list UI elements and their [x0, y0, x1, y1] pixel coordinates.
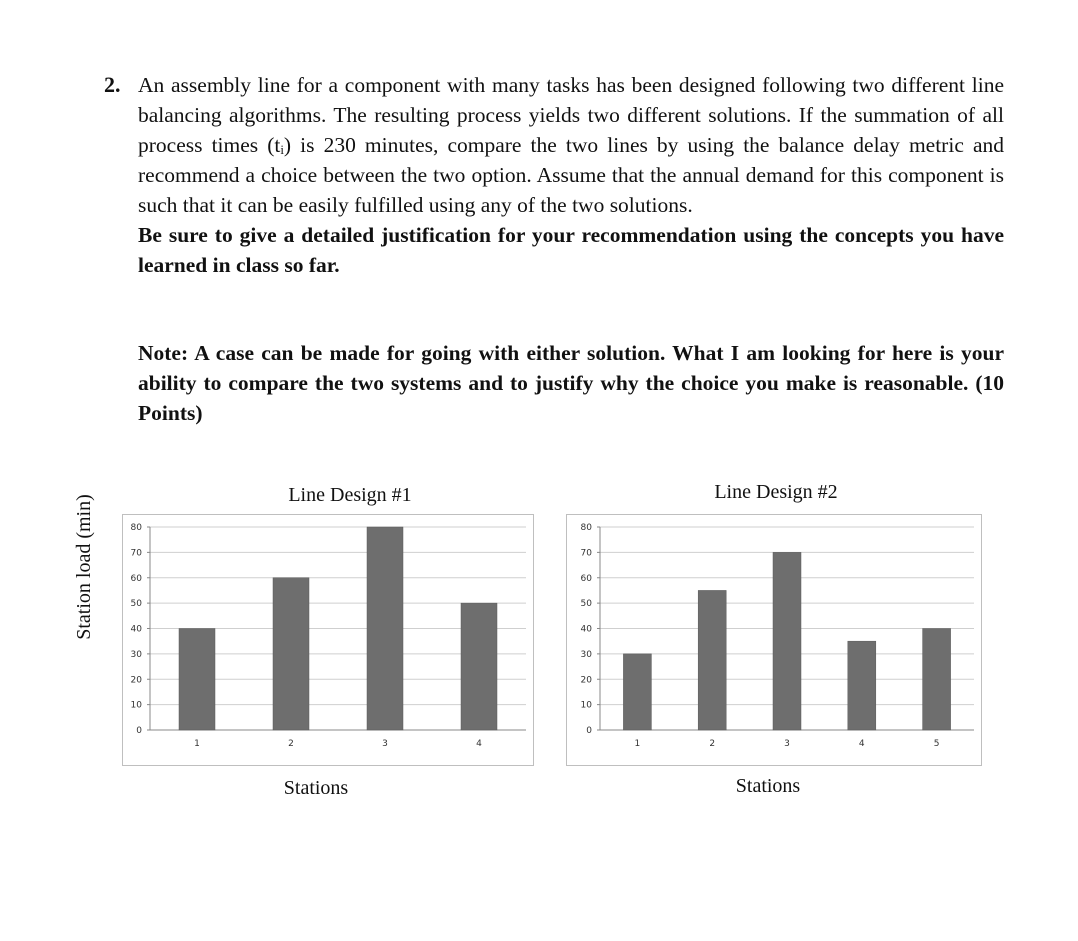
chart2-bar [773, 552, 801, 730]
chart1-title: Line Design #1 [288, 484, 412, 506]
question-paragraph: An assembly line for a component with many tasks has been designed following two different line balancing algorithms. The resulting process yields two different solutions. If the summation of all process times (tᵢ) is 230 minutes, compare the two lines by using the balance delay metric and recommend a choice between the two option. Assume that the annual demand for this component is such that it can be easily fulfilled using any of the two solutions. [138, 73, 1004, 217]
chart1-ytick-label: 10 [130, 700, 142, 711]
chart2-ytick-label: 50 [580, 599, 592, 610]
chart2-bar [623, 654, 651, 730]
question-body [138, 70, 1004, 280]
chart1-ytick-label: 60 [130, 573, 142, 584]
chart2-xtick-label: 1 [634, 739, 641, 749]
chart2-bar [923, 629, 951, 731]
chart1-ytick-label: 30 [130, 649, 142, 660]
chart2-ytick-label: 10 [580, 700, 592, 711]
chart2-ytick-label: 20 [580, 675, 592, 686]
chart2-xtick-label: 2 [709, 739, 716, 749]
chart1-bar [273, 578, 309, 730]
chart2-xtick-label: 4 [858, 739, 865, 749]
chart1-bar [461, 603, 497, 730]
chart1 [122, 514, 534, 766]
chart2-xtick-label: 3 [784, 739, 790, 749]
chart1-ytick-label: 70 [130, 548, 142, 559]
question-instruction: Be sure to give a detailed justification for your recommendation using the concepts you have learned in class so far. [138, 223, 1004, 277]
chart1-xtick-label: 3 [382, 739, 388, 749]
chart2-ytick-label: 80 [580, 523, 592, 533]
chart1-bar [179, 629, 215, 731]
chart2-title: Line Design #2 [714, 481, 838, 503]
chart1-bar [367, 527, 403, 730]
chart1-ytick-label: 20 [130, 675, 142, 686]
chart1-xtick-label: 4 [476, 739, 482, 749]
chart2-ytick-label: 0 [586, 726, 592, 736]
y-axis-label: Station load (min) [73, 494, 95, 640]
chart1-xtick-label: 2 [288, 739, 294, 749]
chart2-bar [848, 641, 876, 730]
question-number: 2. [104, 72, 121, 97]
chart2 [566, 514, 982, 766]
chart2-bar [698, 590, 726, 730]
chart1-ytick-label: 50 [130, 599, 142, 610]
chart1-ytick-label: 0 [136, 726, 142, 736]
chart2-xlabel: Stations [735, 775, 801, 797]
chart1-xtick-label: 1 [194, 739, 200, 749]
chart1-ytick-label: 40 [130, 624, 142, 635]
chart2-xtick-label: 5 [933, 739, 940, 749]
note-paragraph: Note: A case can be made for going with either solution. What I am looking for here is your ability to compare the two systems and to justify why the choice you make is reasonable. (10 Points) [138, 341, 1004, 425]
chart2-ytick-label: 60 [580, 573, 592, 584]
chart2-ytick-label: 40 [580, 624, 592, 635]
chart1-xlabel: Stations [283, 777, 349, 799]
chart2-ytick-label: 30 [580, 649, 592, 660]
chart2-ytick-label: 70 [580, 548, 592, 559]
chart1-ytick-label: 80 [130, 523, 142, 533]
